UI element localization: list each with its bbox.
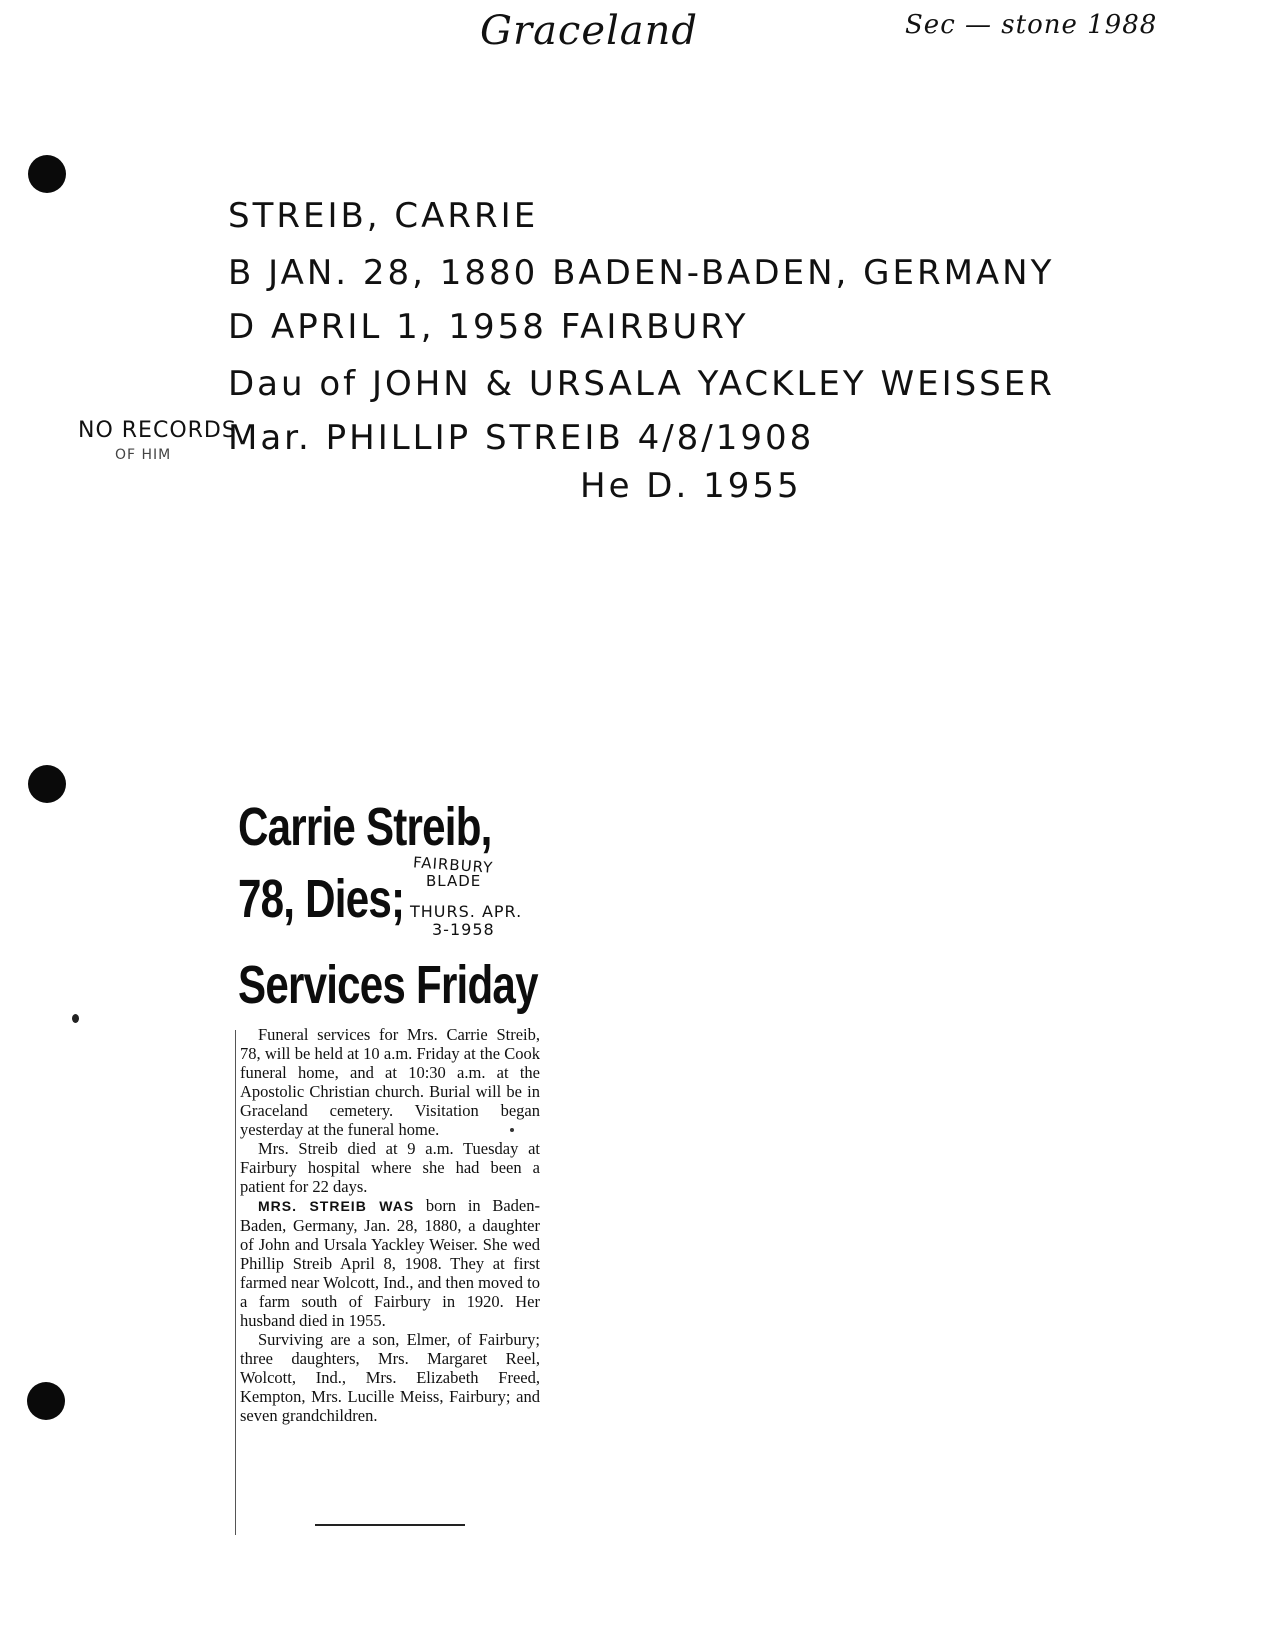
margin-note-2: OF HIM [115, 447, 172, 463]
clipping-edge [235, 1030, 236, 1535]
article-paragraph: Funeral services for Mrs. Carrie Streib, 78, will be held at 10 a.m. Friday at the Cook funeral home, and at 10:30 a.m. at the Apostolic Christian church. Burial will be in Graceland cemetery. Visitation began yesterday at the funeral home. [240, 1025, 540, 1139]
article-paragraph-body: born in Baden-Baden, Germany, Jan. 28, 1880, a daughter of John and Ursala Yackley Weiser. She wed Phillip Streib April 8, 1908. They at first farmed near Wolcott, Ind., and then moved to a farm south of Fairbury in 1920. Her husband died in 1955. [240, 1196, 541, 1330]
source-note-date-2: 3-1958 [432, 920, 495, 939]
cemetery-name: Graceland [480, 8, 699, 54]
record-birth: B JAN. 28, 1880 BADEN-BADEN, GERMANY [228, 253, 1055, 293]
record-husband-death: He D. 1955 [580, 466, 802, 506]
article-end-rule [315, 1524, 465, 1526]
source-note-paper-2: BLADE [426, 872, 482, 890]
punch-hole-middle [28, 765, 66, 803]
punch-hole-bottom [27, 1382, 65, 1420]
source-note-date: THURS. APR. [410, 902, 523, 921]
record-marriage: Mar. PHILLIP STREIB 4/8/1908 [228, 418, 815, 458]
source-note-paper: FAIRBURY [412, 853, 494, 877]
margin-speck [72, 1014, 79, 1023]
punch-hole-top [28, 155, 66, 193]
article-paragraph: Surviving are a son, Elmer, of Fairbury; three daughters, Mrs. Margaret Reel, Wolcott, Ind., Mrs. Elizabeth Freed, Kempton, Mrs. Lucille Meiss, Fairbury; and seven grandchildren. [240, 1330, 540, 1425]
headline-line-3: Services Friday [238, 955, 538, 1015]
article-lead-in: MRS. STREIB WAS [258, 1198, 415, 1214]
record-name: STREIB, CARRIE [228, 196, 539, 236]
article-paragraph [240, 1196, 540, 1330]
headline-line-1: Carrie Streib, [238, 797, 492, 857]
headline-line-2: 78, Dies; [238, 869, 405, 929]
section-note: Sec — stone 1988 [905, 10, 1158, 40]
record-death: D APRIL 1, 1958 FAIRBURY [228, 307, 749, 347]
margin-note: NO RECORDS [78, 418, 237, 443]
obituary-article [240, 1025, 540, 1425]
article-paragraph: Mrs. Streib died at 9 a.m. Tuesday at Fairbury hospital where she had been a patient for 22 days. [240, 1139, 540, 1196]
record-parents: Dau of JOHN & URSALA YACKLEY WEISSER [228, 364, 1055, 404]
